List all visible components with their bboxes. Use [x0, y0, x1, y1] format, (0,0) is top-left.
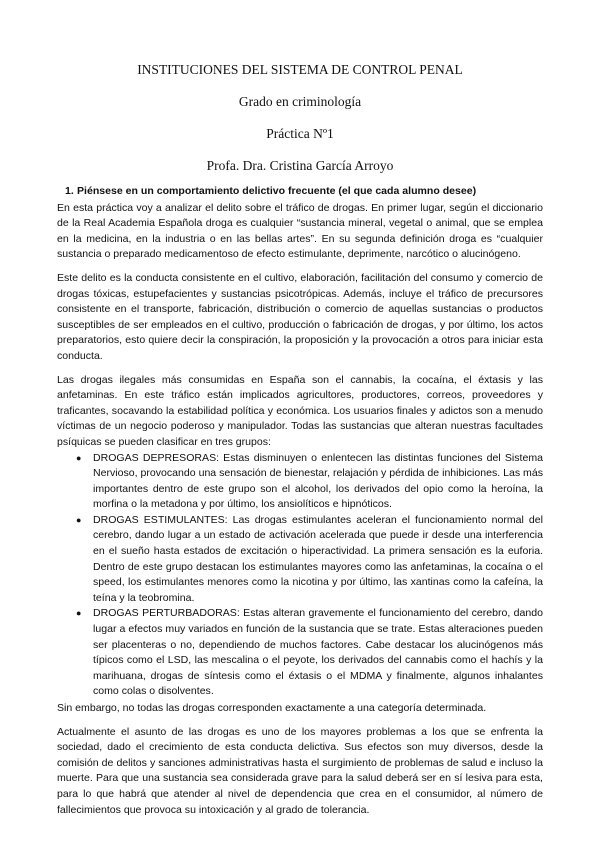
- list-item-text: DROGAS PERTURBADORAS: Estas alteran gravemente el funcionamiento del cerebro, dando lugar a efectos muy variados en función de la sustancia que se trate. Estas alteraciones pueden ser placenteras o no, dependiendo de muchos factores. Cabe destacar los alucinógenos más típicos como el LSD, las mescalina o el peyote, los derivados del cannabis como el hachís y la marihuana, drogas de síntesis como el éxtasis o el MDMA y finalmente, algunos inhalantes como colas o disolventes.: [93, 607, 543, 698]
- question-heading: [57, 184, 543, 200]
- degree-line: Grado en criminología: [238, 94, 362, 109]
- paragraph-note: Sin embargo, no todas las drogas corresponden exactamente a una categoría determinada.: [57, 702, 487, 714]
- question-number: 1.: [65, 185, 74, 197]
- teacher-line: Profa. Dra. Cristina García Arroyo: [206, 158, 394, 173]
- list-item-text: DROGAS DEPRESORAS: Estas disminuyen o enlentecen las distintas funciones del Sistema Nervioso, provocando una sensación de bienestar, relajación y pérdida de inhibiciones. Las más importantes dentro de este grupo son el alcohol, los derivados del opio como la heroína, la morfina o la metadona y por último, los ansiolíticos e hipnóticos.: [93, 451, 543, 511]
- practice-line: Práctica Nº1: [266, 126, 334, 141]
- list-item: [76, 513, 543, 607]
- list-item: [76, 451, 543, 513]
- paragraph-intro: En esta práctica voy a analizar el delito sobre el tráfico de drogas. En primer lugar, según el diccionario de la Real Academia Española droga es cualquier “sustancia mineral, vegetal o animal, que se emplea en la medicina, en la industria o en las bellas artes”. En su segunda definición droga es “cualquier sustancia o preparado medicamentoso de efecto estimulante, deprimente, narcótico o alucinógeno.: [57, 201, 543, 261]
- question-text: Piénsese en un comportamiento delictivo frecuente (el que cada alumno desee): [77, 185, 477, 197]
- paragraph-drugs: Las drogas ilegales más consumidas en España son el cannabis, la cocaína, el éxtasis y las anfetaminas. En este tráfico están implicados agricultores, productores, correos, proveedores y traficantes, socavando la estabilidad política y económica. Los usuarios finales y adictos son a menudo víctimas de un negocio poderoso y manipulador. Todas las sustancias que alteran nuestras facultades psíquicas se pueden clasificar en tres grupos:: [57, 373, 543, 448]
- paragraph-definition: Este delito es la conducta consistente en el cultivo, elaboración, facilitación del consumo y comercio de drogas tóxicas, estupefacientes y sustancias psicotrópicas. Además, incluye el tráfico de precursores consistente en el transporte, fabricación, distribución o comercio de aquellas sustancias o productos susceptibles de ser empleados en el cultivo, producción o fabricación de drogas, y por último, los actos preparatorios, esto quiere decir la conspiración, la proposición y la provocación a otros para iniciar esta conducta.: [57, 271, 543, 362]
- list-item: [76, 606, 543, 700]
- document-body: [57, 184, 543, 826]
- drug-groups-list: [57, 451, 543, 701]
- bullet-icon: ●: [76, 514, 82, 525]
- paragraph-conclusion: Actualmente el asunto de las drogas es uno de los mayores problemas a los que se enfrenta la sociedad, dado el crecimiento de esta conducta delictiva. Sus efectos son muy diversos, desde la comisión de delitos y sanciones administrativas hasta el surgimiento de problemas de salud e incluso la muerte. Para que una sustancia sea considerada grave para la salud deberá ser en sí lesiva para esta, para lo que habrá que atender al nivel de dependencia que crea en el consumidor, al número de fallecimientos que provoca su intoxicación y al grado de tolerancia.: [57, 725, 543, 816]
- bullet-icon: ●: [76, 608, 82, 619]
- bullet-icon: ●: [76, 452, 82, 463]
- document-title: INSTITUCIONES DEL SISTEMA DE CONTROL PENAL: [137, 62, 463, 77]
- list-item-text: DROGAS ESTIMULANTES: Las drogas estimulantes aceleran el funcionamiento normal del cerebro, dando lugar a un estado de activación acelerada que puede ir desde una interferencia en el sueño hasta estados de excitación o hiperactividad. La primera sensación es la euforia. Dentro de este grupo destacan los estimulantes mayores como las anfetaminas, la cocaína o el speed, los estimulantes menores como la nicotina y por último, las xantinas como la cafeína, la teína y la teobromina.: [93, 513, 543, 604]
